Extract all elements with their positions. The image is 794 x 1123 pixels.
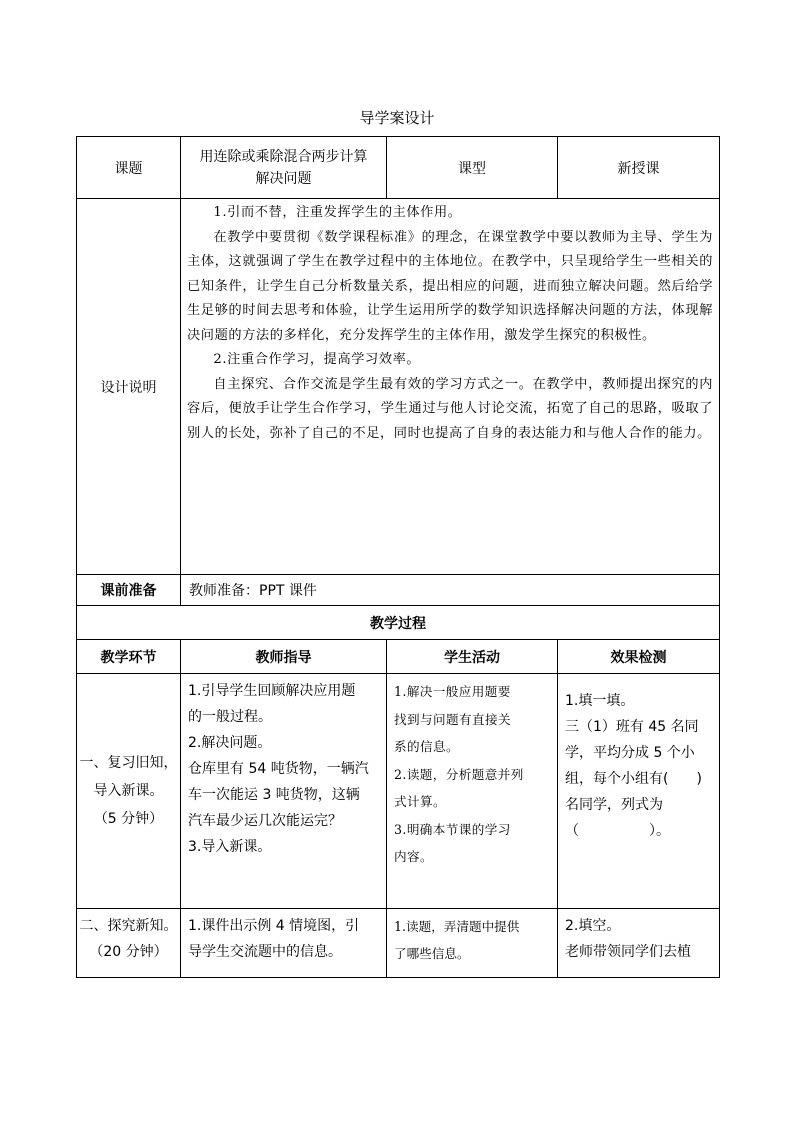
design-paragraph-2: 在教学中要贯彻《数学课程标准》的理念，在课堂教学中要以教师为主导、学生为主体，这就强调了学生在教学过程中的主体地位。在教学中，只呈现给学生一些相关的已知条件，让学生自己分析数量关系，提出相应的问题，进而独立解决问题。然后给学生足够的时间去思考和体验，让学生运用所学的数学知识选择解决问题的方法，体现解决问题的方法的多样化，充分发挥学生的主体作用，激发学生探究的积极性。 xyxy=(187,229,713,343)
stage-1-check-line: 三（1）班有 45 名同 xyxy=(565,719,699,735)
stage-2-teacher-line: 1.课件出示例 4 情境图，引 xyxy=(188,918,360,934)
stage-1-check-line: 学，平均分成 5 个小 xyxy=(565,745,695,761)
topic-value-line1: 用连除或乘除混合两步计算 xyxy=(199,148,368,165)
stage-1-name-line1: 一、复习旧知， xyxy=(79,755,178,771)
stage-1-student-line: 式计算。 xyxy=(394,794,446,809)
stage-1-student-line: 1.解决一般应用题要 xyxy=(394,684,511,699)
stage-1-check-line: 组，每个小组有( ) xyxy=(565,771,702,787)
topic-label: 课题 xyxy=(77,137,181,199)
process-title-row xyxy=(77,606,720,640)
stage-1-student-line: 2.读题，分析题意并列 xyxy=(394,766,524,782)
stage-1-check-line: 名同学，列式为 xyxy=(565,797,663,813)
stage-2-name-line2: （20 分钟） xyxy=(89,944,168,960)
stage-1-check-line: 1.填一填。 xyxy=(565,693,635,709)
stage-2-name-line1: 二、探究新知。 xyxy=(79,918,178,934)
stage-1-teacher-line: 的一般过程。 xyxy=(188,709,272,725)
stage-1-teacher-line: 3.导入新课。 xyxy=(188,839,272,855)
stage-2-teacher-line: 导学生交流题中的信息。 xyxy=(188,944,342,960)
stage-1-student-line: 系的信息。 xyxy=(394,739,459,754)
stage-1-check xyxy=(558,674,720,909)
stage-1-name-line3: （5 分钟） xyxy=(93,811,164,827)
design-row xyxy=(77,199,720,575)
prep-row xyxy=(77,575,720,606)
stage-2-check-line: 2.填空。 xyxy=(565,918,621,934)
stage-1-check-line: （ ）。 xyxy=(565,823,670,839)
design-paragraph-3: 2.注重合作学习，提高学习效率。 xyxy=(213,352,421,367)
design-label: 设计说明 xyxy=(77,199,181,575)
process-header-row xyxy=(77,640,720,674)
header-student: 学生活动 xyxy=(387,640,558,674)
stage-1-student-line: 找到与问题有直接关 xyxy=(394,711,511,727)
stage-2-name xyxy=(77,909,181,978)
stage-2-student-line: 了哪些信息。 xyxy=(394,946,470,961)
prep-label: 课前准备 xyxy=(77,575,181,606)
document-title: 导学案设计 xyxy=(359,109,435,127)
design-content xyxy=(181,199,720,575)
stage-1-student-line: 3.明确本节课的学习 xyxy=(394,821,511,837)
design-paragraph-1: 1.引而不替，注重发挥学生的主体作用。 xyxy=(213,205,462,220)
type-label: 课型 xyxy=(387,137,558,199)
header-teacher: 教师指导 xyxy=(181,640,387,674)
lesson-plan-table xyxy=(76,136,720,978)
stage-1-teacher-line: 2.解决问题。 xyxy=(188,735,272,751)
topic-value-line2: 解决问题 xyxy=(255,170,312,187)
stage-1-teacher-line: 车一次能运 3 吨货物，这辆 xyxy=(188,787,360,803)
stage-2-check xyxy=(558,909,720,978)
stage-2-teacher xyxy=(181,909,387,978)
stage-1-teacher-line: 汽车最少运几次能运完？ xyxy=(188,813,342,829)
stage-1-teacher xyxy=(181,674,387,909)
stage-1-row xyxy=(77,674,720,909)
header-check: 效果检测 xyxy=(558,640,720,674)
stage-1-name xyxy=(77,674,181,909)
stage-2-student xyxy=(387,909,558,978)
header-stage: 教学环节 xyxy=(77,640,181,674)
type-value: 新授课 xyxy=(558,137,720,199)
design-paragraph-4: 自主探究、合作交流是学生最有效的学习方式之一。在教学中，教师提出探究的内容后，便放手让学生合作学习，学生通过与他人讨论交流，拓宽了自己的思路，吸取了别人的长处，弥补了自己的不足，同时也提高了自身的表达能力和与他人合作的能力。 xyxy=(187,376,713,441)
stage-1-teacher-line: 仓库里有 54 吨货物，一辆汽 xyxy=(188,761,369,777)
stage-1-student xyxy=(387,674,558,909)
stage-1-student-line: 内容。 xyxy=(394,849,433,864)
stage-1-name-line2: 导入新课。 xyxy=(93,783,164,799)
prep-value: 教师准备：PPT 课件 xyxy=(181,575,720,606)
topic-value xyxy=(181,137,387,199)
stage-1-teacher-line: 1.引导学生回顾解决应用题 xyxy=(188,683,356,699)
process-title: 教学过程 xyxy=(77,606,720,640)
stage-2-check-line: 老师带领同学们去植 xyxy=(565,944,691,960)
stage-2-row xyxy=(77,909,720,978)
stage-2-student-line: 1.读题，弄清题中提供 xyxy=(394,919,520,934)
topic-row xyxy=(77,137,720,199)
